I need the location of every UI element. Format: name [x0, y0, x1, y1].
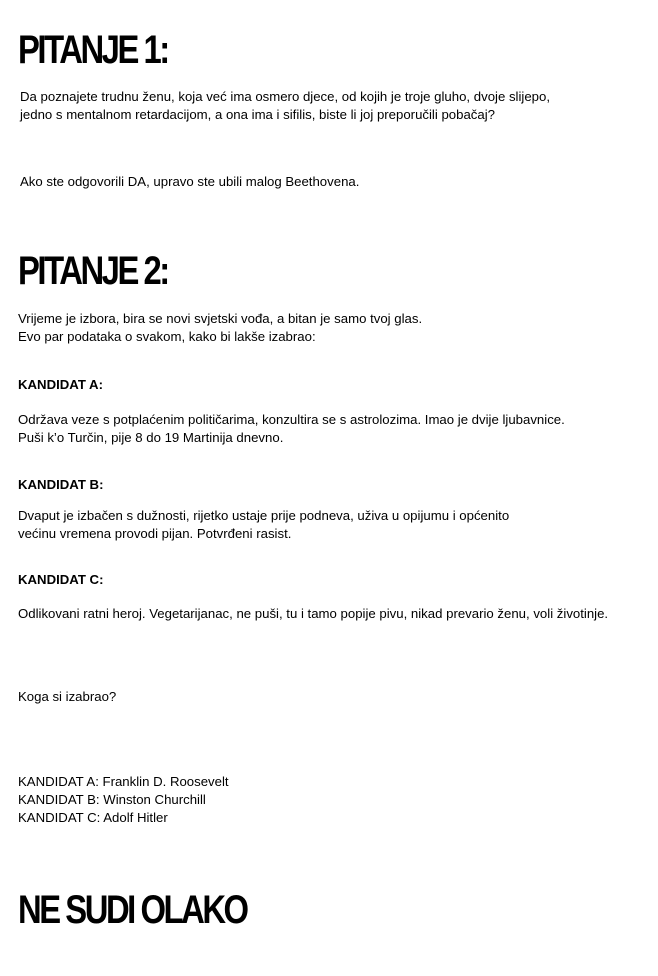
reveal-line: KANDIDAT A: Franklin D. Roosevelt [18, 774, 229, 789]
candidate-b-description [18, 507, 509, 543]
candidate-a-line: Održava veze s potplaćenim političarima, konzultira se s astrolozima. Imao je dvije ljubavnice. [18, 412, 565, 427]
reveal-line: KANDIDAT B: Winston Churchill [18, 792, 206, 807]
question-1-line: jedno s mentalnom retardacijom, a ona ima i sifilis, biste li joj preporučili pobačaj? [20, 107, 495, 122]
candidate-b-label: KANDIDAT B: [18, 477, 104, 492]
question-2-intro-line: Vrijeme je izbora, bira se novi svjetski vođa, a bitan je samo tvoj glas. [18, 311, 423, 326]
question-2-intro-line: Evo par podataka o svakom, kako bi lakše izabrao: [18, 329, 316, 344]
choice-prompt: Koga si izabrao? [18, 689, 117, 704]
candidate-a-description [18, 411, 565, 447]
question-1-text [20, 88, 550, 124]
question-2-heading: PITANJE 2: [18, 249, 168, 293]
question-1-answer: Ako ste odgovorili DA, upravo ste ubili malog Beethovena. [20, 174, 360, 189]
candidate-c-line: Odlikovani ratni heroj. Vegetarijanac, ne puši, tu i tamo popije pivu, nikad prevario ženu, voli životinje. [18, 606, 609, 621]
candidate-b-line: većinu vremena provodi pijan. Potvrđeni rasist. [18, 526, 292, 541]
reveal-line: KANDIDAT C: Adolf Hitler [18, 810, 168, 825]
closing-heading: NE SUDI OLAKO [18, 888, 247, 932]
candidate-a-line: Puši k’o Turčin, pije 8 do 19 Martinija dnevno. [18, 430, 284, 445]
question-1-heading: PITANJE 1: [18, 28, 168, 72]
candidate-c-description [18, 605, 608, 623]
candidate-b-line: Dvaput je izbačen s dužnosti, rijetko ustaje prije podneva, uživa u opijumu i općenito [18, 508, 510, 523]
candidate-reveal [18, 773, 229, 827]
question-2-intro [18, 310, 422, 346]
candidate-a-label: KANDIDAT A: [18, 377, 103, 392]
candidate-c-label: KANDIDAT C: [18, 572, 104, 587]
question-1-line: Da poznajete trudnu ženu, koja već ima osmero djece, od kojih je troje gluho, dvoje slijepo, [20, 89, 551, 104]
